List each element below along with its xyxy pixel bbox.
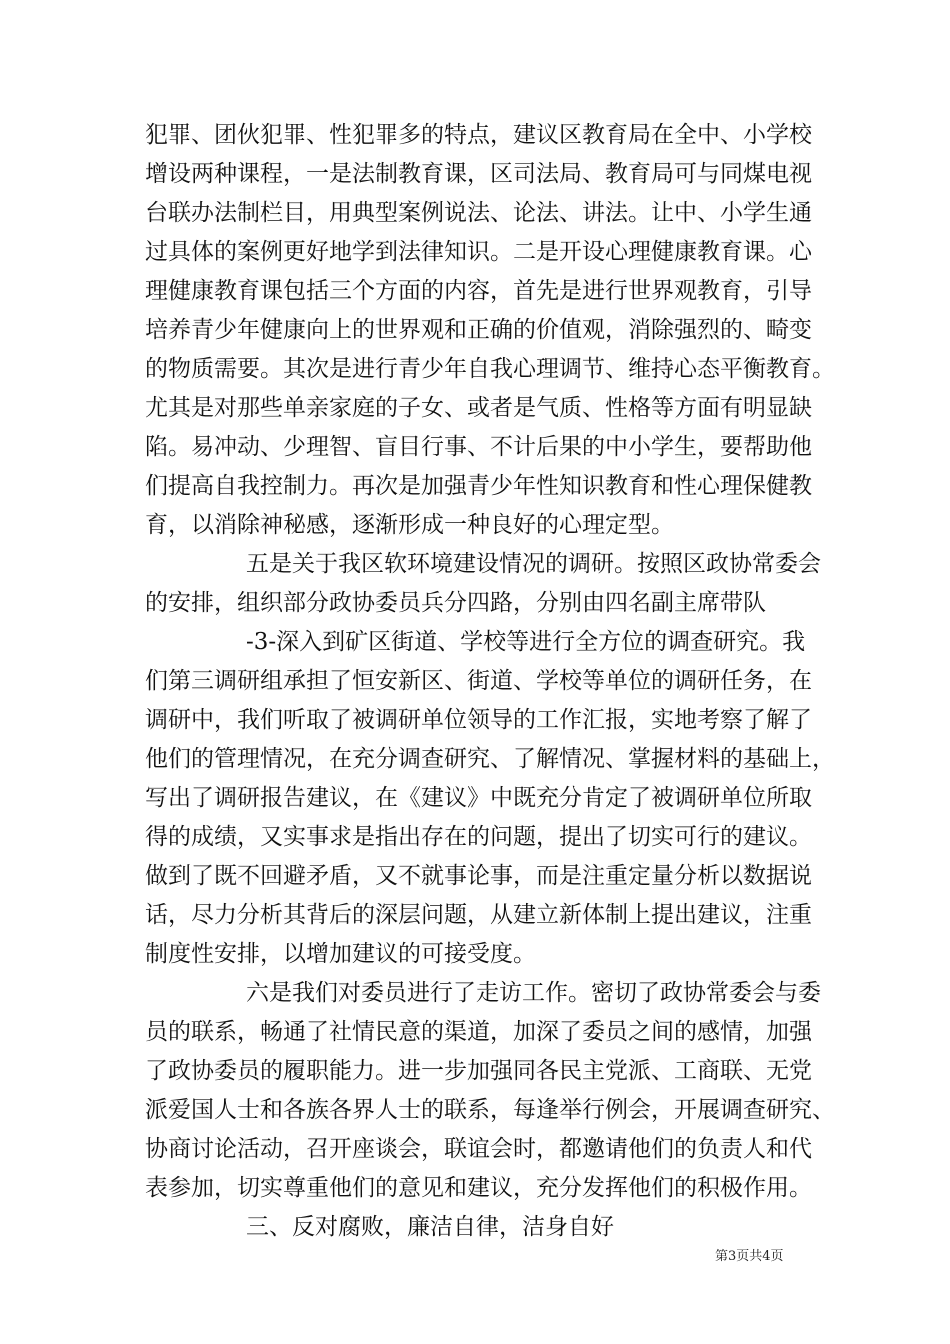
text-line-21: 话，尽力分析其背后的深层问题，从建立新体制上提出建议，注重 — [145, 902, 812, 928]
text-line-8: 尤其是对那些单亲家庭的子女、或者是气质、性格等方面有明显缺 — [145, 395, 812, 421]
text-line-2: 增设两种课程，一是法制教育课，区司法局、教育局可与同煤电视 — [145, 161, 812, 187]
text-line-27: 协商讨论活动，召开座谈会，联谊会时，都邀请他们的负责人和代 — [145, 1136, 812, 1162]
page-footer: 第3页共4页 — [715, 1249, 784, 1264]
text-line-22: 制度性安排，以增加建议的可接受度。 — [145, 941, 536, 967]
text-line-10: 们提高自我控制力。再次是加强青少年性知识教育和性心理保健教 — [145, 473, 812, 499]
text-line-25: 了政协委员的履职能力。进一步加强同各民主党派、工商联、无党 — [145, 1058, 812, 1084]
text-line-16: 调研中，我们听取了被调研单位领导的工作汇报，实地考察了解了 — [145, 707, 812, 733]
text-line-17: 他们的管理情况，在充分调查研究、了解情况、掌握材料的基础上， — [145, 746, 835, 772]
text-line-1: 犯罪、团伙犯罪、性犯罪多的特点，建议区教育局在全中、小学校 — [145, 122, 812, 148]
text-line-28: 表参加，切实尊重他们的意见和建议，充分发挥他们的积极作用。 — [145, 1175, 812, 1201]
paragraph-5-first-line: 五是关于我区软环境建设情况的调研。按照区政协常委会 — [246, 551, 821, 577]
text-line-3: 台联办法制栏目，用典型案例说法、论法、讲法。让中、小学生通 — [145, 200, 812, 226]
page-marker-line: -3-深入到矿区街道、学校等进行全方位的调查研究。我 — [246, 629, 806, 655]
text-line-20: 做到了既不回避矛盾，又不就事论事，而是注重定量分析以数据说 — [145, 863, 812, 889]
text-line-7: 的物质需要。其次是进行青少年自我心理调节、维持心态平衡教育。 — [145, 356, 835, 382]
text-line-24: 员的联系，畅通了社情民意的渠道，加深了委员之间的感情，加强 — [145, 1019, 812, 1045]
text-line-9: 陷。易冲动、少理智、盲目行事、不计后果的中小学生，要帮助他 — [145, 434, 812, 460]
text-line-19: 得的成绩，又实事求是指出存在的问题，提出了切实可行的建议。 — [145, 824, 812, 850]
text-line-6: 培养青少年健康向上的世界观和正确的价值观，消除强烈的、畸变 — [145, 317, 812, 343]
paragraph-6-first-line: 六是我们对委员进行了走访工作。密切了政协常委会与委 — [246, 980, 821, 1006]
text-line-4: 过具体的案例更好地学到法律知识。二是开设心理健康教育课。心 — [145, 239, 812, 265]
section-heading: 三、反对腐败，廉洁自律，洁身自好 — [246, 1214, 614, 1240]
text-line-5: 理健康教育课包括三个方面的内容，首先是进行世界观教育，引导 — [145, 278, 812, 304]
text-line-26: 派爱国人士和各族各界人士的联系，每逢举行例会，开展调查研究、 — [145, 1097, 835, 1123]
text-line-13: 的安排，组织部分政协委员兵分四路，分别由四名副主席带队 — [145, 590, 766, 616]
text-line-11: 育，以消除神秘感，逐渐形成一种良好的心理定型。 — [145, 512, 674, 538]
text-line-15: 们第三调研组承担了恒安新区、街道、学校等单位的调研任务，在 — [145, 668, 812, 694]
text-line-18: 写出了调研报告建议，在《建议》中既充分肯定了被调研单位所取 — [145, 785, 812, 811]
